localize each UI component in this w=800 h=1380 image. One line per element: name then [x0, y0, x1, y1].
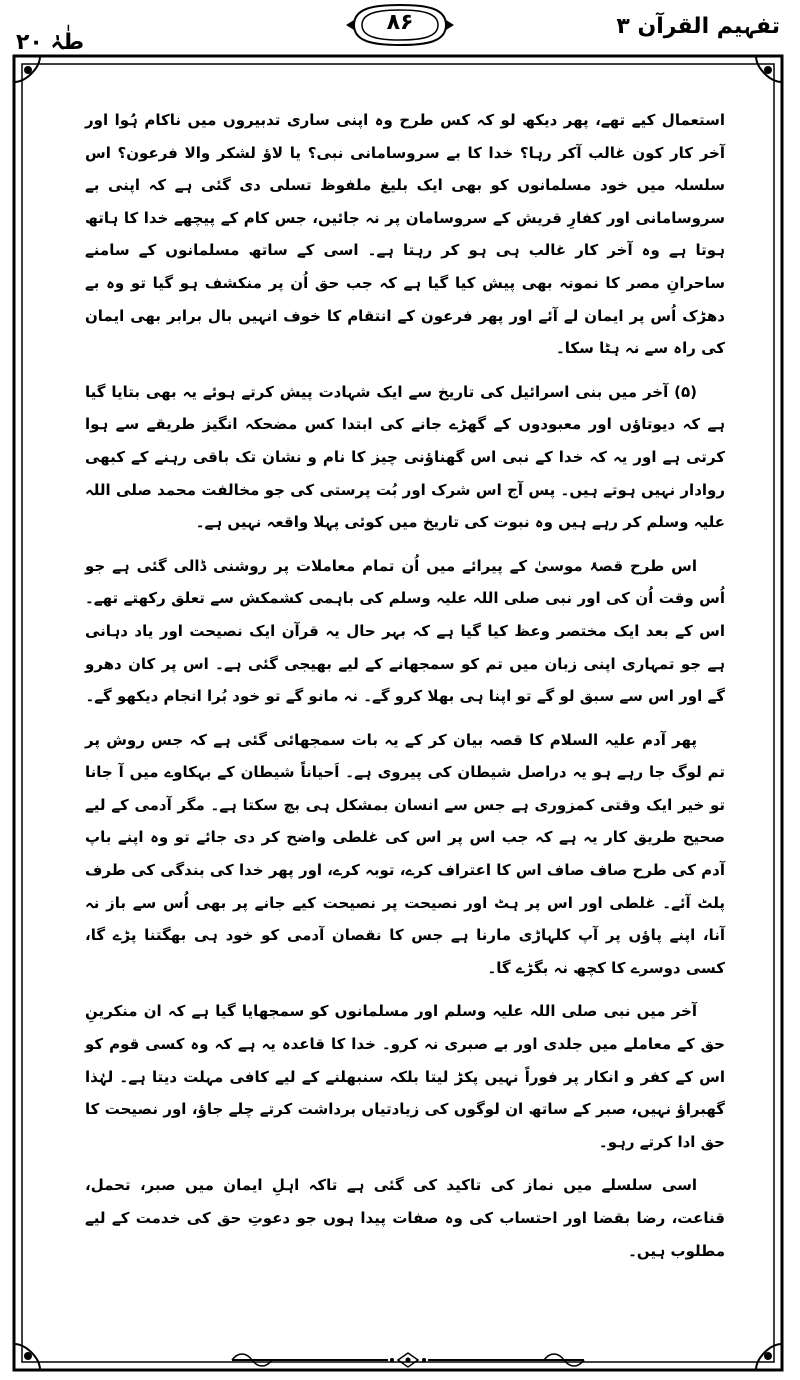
paragraph: اس طرح قصۂ موسیٰ کے پیرائے میں اُن تمام معاملات پر روشنی ڈالی گئی ہے جو اُس وقت اُن کی اور نبی صلی اللہ علیہ وسلم کی باہمی کشمکش سے تعلق رکھتے تھے۔ اس کے بعد ایک مختصر وعظ کیا گیا ہے کہ بہر حال یہ قرآن ایک نصیحت اور یاد دہانی ہے جو تمہاری اپنی زبان میں تم کو سمجھانے کے لیے بھیجی گئی ہے۔ اس پر کان دھرو گے اور اس سے سبق لو گے تو اپنا ہی بھلا کرو گے۔ نہ مانو گے تو خود بُرا انجام دیکھو گے۔: [85, 556, 725, 706]
paragraph: اسی سلسلے میں نماز کی تاکید کی گئی ہے تاکہ اہلِ ایمان میں صبر، تحمل، قناعت، رضا بقضا اور احتساب کی وہ صفات پیدا ہوں جو دعوتِ حق کی خدمت کے لیے مطلوب ہیں۔: [85, 1176, 725, 1260]
paragraph: استعمال کیے تھے، پھر دیکھ لو کہ کس طرح وہ اپنی ساری تدبیروں میں ناکام ہُوا اور آخر کار کون غالب آکر رہا؟ خدا کا بے سروسامانی نبی؟ یا لاؤ لشکر والا فرعون؟ اس سلسلہ میں خود مسلمانوں کو بھی ایک بلیغ ملفوظ تسلی دی گئی ہے کہ اپنی بے سروسامانی اور کفارِ قریش کے سروسامان پر نہ جائیں، جس کام کے پیچھے خدا کا ہاتھ ہوتا ہے وہ آخر کار غالب ہی ہو کر رہتا ہے۔ اسی کے ساتھ مسلمانوں کے سامنے ساحرانِ مصر کا نمونہ بھی پیش کیا گیا ہے کہ جب حق اُن پر منکشف ہو گیا تو وہ بے دھڑک اُس پر ایمان لے آئے اور پھر فرعون کے انتقام کا خوف انہیں بال برابر بھی ایمان کی راہ سے نہ ہٹا سکا۔: [85, 111, 725, 358]
page-number: ۸۶: [386, 10, 414, 35]
paragraph: (۵) آخر میں بنی اسرائیل کی تاریخ سے ایک شہادت پیش کرتے ہوئے یہ بھی بتایا گیا ہے کہ دیوتاؤں اور معبودوں کے گھڑے جانے کی ابتدا کس مضحکہ انگیز طریقے سے ہوا کرتی ہے اور یہ کہ خدا کے نبی اس گھناؤنی چیز کا نام و نشان تک باقی رہنے کے کبھی روادار نہیں ہوتے ہیں۔ پس آج اس شرک اور بُت پرستی کی جو مخالفت محمد صلی اللہ علیہ وسلم کر رہے ہیں وہ نبوت کی تاریخ میں کوئی پہلا واقعہ نہیں ہے۔: [85, 382, 725, 532]
book-title: تفہیم القرآن ۳: [616, 14, 780, 39]
surah-reference: طٰہٰ ۲۰: [16, 30, 85, 55]
page-number-badge: [344, 2, 456, 48]
ornamental-divider: [228, 1350, 588, 1370]
paragraph: پھر آدم علیہ السلام کا قصہ بیان کر کے یہ بات سمجھائی گئی ہے کہ جس روش پر تم لوگ جا رہے ہو یہ دراصل شیطان کی پیروی ہے۔ اَحیاناً شیطان کے بہکاوے میں آ جانا تو خیر ایک وقتی کمزوری ہے جس سے انسان بمشکل ہی بچ سکتا ہے۔ مگر آدمی کے لیے صحیح طریق کار یہ ہے کہ جب اس پر اس کی غلطی واضح کر دی جائے تو وہ اپنے باپ آدم کی طرح صاف صاف اس کا اعتراف کرے، توبہ کرے، اور پھر خدا کی بندگی کی طرف پلٹ آئے۔ غلطی اور اس پر ہٹ اور نصیحت پر نصیحت کیے جانے پر بھی اُس سے باز نہ آنا، اپنے پاؤں پر آپ کلہاڑی مارنا ہے جس کا نقصان آدمی کو خود ہی بھگتنا پڑے گا، کسی دوسرے کا کچھ نہ بگڑے گا۔: [85, 730, 725, 977]
paragraph: آخر میں نبی صلی اللہ علیہ وسلم اور مسلمانوں کو سمجھایا گیا ہے کہ ان منکرینِ حق کے معاملے میں جلدی اور بے صبری نہ کرو۔ خدا کا قاعدہ یہ ہے کہ وہ کسی قوم کو اس کے کفر و انکار پر فوراً نہیں پکڑ لیتا بلکہ سنبھلنے کے لیے کافی مہلت دیتا ہے۔ لہٰذا گھبراؤ نہیں، صبر کے ساتھ ان لوگوں کی زیادتیاں برداشت کرتے چلے جاؤ، اور نصیحت کا حق ادا کرتے رہو۔: [85, 1002, 725, 1151]
page-body: [85, 104, 725, 1278]
